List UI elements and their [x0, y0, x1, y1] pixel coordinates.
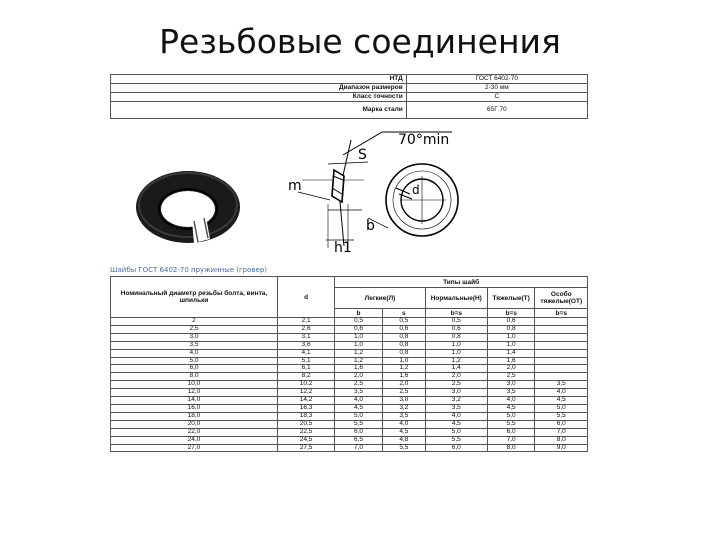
- table-cell: 18,0: [111, 412, 278, 420]
- table-cell: [535, 325, 588, 333]
- table-cell: 1,2: [335, 357, 383, 365]
- spec-table: [110, 74, 588, 119]
- col-normal: Нормальные(Н): [425, 288, 487, 309]
- table-cell: 5,1: [277, 357, 334, 365]
- table-cell: 5,0: [425, 428, 487, 436]
- table-cell: 5,0: [111, 357, 278, 365]
- table-cell: 6,5: [335, 436, 383, 444]
- table-cell: 3,2: [382, 404, 425, 412]
- table-cell: 22,0: [111, 428, 278, 436]
- table-cell: 0,6: [335, 325, 383, 333]
- table-cell: 3,1: [277, 333, 334, 341]
- spec-row: [111, 75, 588, 84]
- table-cell: 1,0: [335, 341, 383, 349]
- table-row: [111, 420, 588, 428]
- col-d: d: [277, 277, 334, 318]
- table-cell: 2: [111, 318, 278, 326]
- table-cell: 6,0: [335, 428, 383, 436]
- table-cell: 4,5: [425, 420, 487, 428]
- table-cell: 7,0: [535, 428, 588, 436]
- table-cell: 1,4: [425, 365, 487, 373]
- spec-value: 2-30 мм: [406, 84, 587, 93]
- table-cell: 12,0: [111, 389, 278, 397]
- table-cell: 1,2: [425, 357, 487, 365]
- table-cell: [535, 333, 588, 341]
- table-cell: 8,0: [111, 373, 278, 381]
- table-cell: 5,5: [425, 436, 487, 444]
- table-cell: 16,0: [111, 404, 278, 412]
- table-cell: 22,5: [277, 428, 334, 436]
- table-cell: 5,0: [535, 404, 588, 412]
- table-cell: 2,5: [487, 373, 535, 381]
- table-cell: 3,2: [425, 397, 487, 405]
- table-cell: 2,5: [335, 381, 383, 389]
- table-row: [111, 341, 588, 349]
- table-cell: 3,5: [382, 412, 425, 420]
- table-cell: 3,0: [425, 389, 487, 397]
- table-cell: 2,6: [277, 325, 334, 333]
- spec-row: [111, 84, 588, 93]
- label-s: S: [358, 147, 367, 163]
- table-cell: 8,0: [535, 436, 588, 444]
- table-row: [111, 436, 588, 444]
- table-cell: 3,5: [425, 404, 487, 412]
- col-extra-heavy: Особо тяжелые(ОТ): [535, 288, 588, 309]
- table-cell: 10,0: [111, 381, 278, 389]
- spec-key: Марка стали: [111, 102, 407, 119]
- sub-extra: b=s: [535, 309, 588, 318]
- table-cell: 4,5: [382, 428, 425, 436]
- table-cell: 3,0: [487, 381, 535, 389]
- table-cell: 6,0: [111, 365, 278, 373]
- table-cell: 5,5: [335, 420, 383, 428]
- table-cell: 2,1: [277, 318, 334, 326]
- table-cell: 1,6: [382, 373, 425, 381]
- table-cell: 4,8: [382, 436, 425, 444]
- table-caption: Шайбы ГОСТ 6402-70 пружинные (гровер): [110, 266, 268, 274]
- table-cell: 1,4: [487, 349, 535, 357]
- table-cell: [535, 349, 588, 357]
- table-cell: 1,2: [382, 365, 425, 373]
- table-cell: 0,8: [382, 349, 425, 357]
- table-cell: 3,5: [535, 381, 588, 389]
- spec-key: Класс точности: [111, 93, 407, 102]
- col-light: Легкие(Л): [335, 288, 426, 309]
- table-cell: 5,0: [487, 412, 535, 420]
- col-nominal: Номинальный диаметр резьбы болта, винта, шпильки: [111, 277, 278, 318]
- table-cell: 4,5: [535, 397, 588, 405]
- table-cell: 0,5: [425, 318, 487, 326]
- table-cell: 2,0: [487, 365, 535, 373]
- table-cell: 4,0: [425, 412, 487, 420]
- table-cell: [535, 318, 588, 326]
- table-cell: 5,5: [535, 412, 588, 420]
- table-cell: [535, 365, 588, 373]
- spec-value: 65Г 70: [406, 102, 587, 119]
- table-cell: 0,8: [425, 333, 487, 341]
- table-cell: 0,8: [487, 325, 535, 333]
- table-cell: 8,0: [487, 444, 535, 452]
- table-cell: 5,5: [382, 444, 425, 452]
- table-cell: 24,5: [277, 436, 334, 444]
- table-row: [111, 428, 588, 436]
- label-h1: h1: [334, 240, 352, 256]
- sub-b: b: [335, 309, 383, 318]
- table-cell: 2,0: [335, 373, 383, 381]
- table-row: [111, 444, 588, 452]
- col-heavy: Тяжелые(Т): [487, 288, 535, 309]
- table-cell: 4,0: [535, 389, 588, 397]
- sub-normal: b=s: [425, 309, 487, 318]
- slide-title: Резьбовые соединения: [159, 22, 561, 61]
- table-cell: 4,0: [111, 349, 278, 357]
- table-cell: 1,0: [487, 333, 535, 341]
- table-cell: [535, 357, 588, 365]
- lock-washer-photo: [132, 165, 244, 247]
- table-cell: 1,0: [425, 349, 487, 357]
- table-cell: 4,0: [487, 397, 535, 405]
- table-cell: 7,0: [487, 436, 535, 444]
- label-m: m: [288, 178, 302, 194]
- table-cell: 5,0: [335, 412, 383, 420]
- table-cell: 8,2: [277, 373, 334, 381]
- table-cell: 1,6: [487, 357, 535, 365]
- table-cell: 4,0: [335, 397, 383, 405]
- table-cell: 27,5: [277, 444, 334, 452]
- label-d: d: [412, 183, 420, 197]
- table-cell: 2,0: [382, 381, 425, 389]
- table-cell: 4,1: [277, 349, 334, 357]
- table-cell: 2,5: [425, 381, 487, 389]
- table-cell: 3,0: [382, 397, 425, 405]
- table-cell: 1,0: [487, 341, 535, 349]
- table-row: [111, 349, 588, 357]
- table-cell: 2,5: [382, 389, 425, 397]
- table-cell: 12,2: [277, 389, 334, 397]
- table-cell: 6,0: [535, 420, 588, 428]
- table-cell: [535, 341, 588, 349]
- table-cell: 0,8: [382, 341, 425, 349]
- table-cell: 6,0: [487, 428, 535, 436]
- spec-key: НТД: [111, 75, 407, 84]
- table-cell: 20,0: [111, 420, 278, 428]
- table-cell: 10,2: [277, 381, 334, 389]
- table-cell: 1,0: [335, 333, 383, 341]
- table-cell: 4,5: [487, 404, 535, 412]
- spec-row: [111, 93, 588, 102]
- table-cell: 1,6: [335, 365, 383, 373]
- table-cell: 27,0: [111, 444, 278, 452]
- table-cell: 3,5: [487, 389, 535, 397]
- washer-drawing: [282, 128, 462, 260]
- table-cell: 9,0: [535, 444, 588, 452]
- table-cell: 5,5: [487, 420, 535, 428]
- table-cell: 0,5: [382, 318, 425, 326]
- washer-table: [110, 276, 588, 452]
- table-cell: 20,5: [277, 420, 334, 428]
- label-b: b: [366, 218, 375, 234]
- table-cell: 24,0: [111, 436, 278, 444]
- spec-row: [111, 102, 588, 119]
- table-cell: 3,6: [277, 341, 334, 349]
- sub-heavy: b=s: [487, 309, 535, 318]
- table-cell: 2,0: [425, 373, 487, 381]
- table-cell: 0,8: [382, 333, 425, 341]
- table-cell: 0,6: [382, 325, 425, 333]
- table-cell: 1,0: [425, 341, 487, 349]
- table-cell: 3,5: [335, 389, 383, 397]
- table-cell: 7,0: [335, 444, 383, 452]
- table-cell: 18,3: [277, 412, 334, 420]
- table-cell: 2,5: [111, 325, 278, 333]
- table-cell: 1,0: [382, 357, 425, 365]
- table-cell: 4,5: [335, 404, 383, 412]
- table-cell: 3,0: [111, 333, 278, 341]
- table-cell: 1,2: [335, 349, 383, 357]
- spec-value: С: [406, 93, 587, 102]
- table-cell: 6,0: [425, 444, 487, 452]
- table-cell: 14,2: [277, 397, 334, 405]
- col-types: Типы шайб: [335, 277, 588, 288]
- table-cell: 0,6: [425, 325, 487, 333]
- spec-key: Диапазон размеров: [111, 84, 407, 93]
- table-cell: 0,5: [335, 318, 383, 326]
- table-cell: 6,1: [277, 365, 334, 373]
- spec-value: ГОСТ 6402-70: [406, 75, 587, 84]
- table-cell: 3,5: [111, 341, 278, 349]
- table-cell: 16,3: [277, 404, 334, 412]
- angle-label: 70°min: [398, 132, 450, 148]
- table-cell: 14,0: [111, 397, 278, 405]
- table-cell: 0,6: [487, 318, 535, 326]
- sub-s: s: [382, 309, 425, 318]
- table-cell: 4,0: [382, 420, 425, 428]
